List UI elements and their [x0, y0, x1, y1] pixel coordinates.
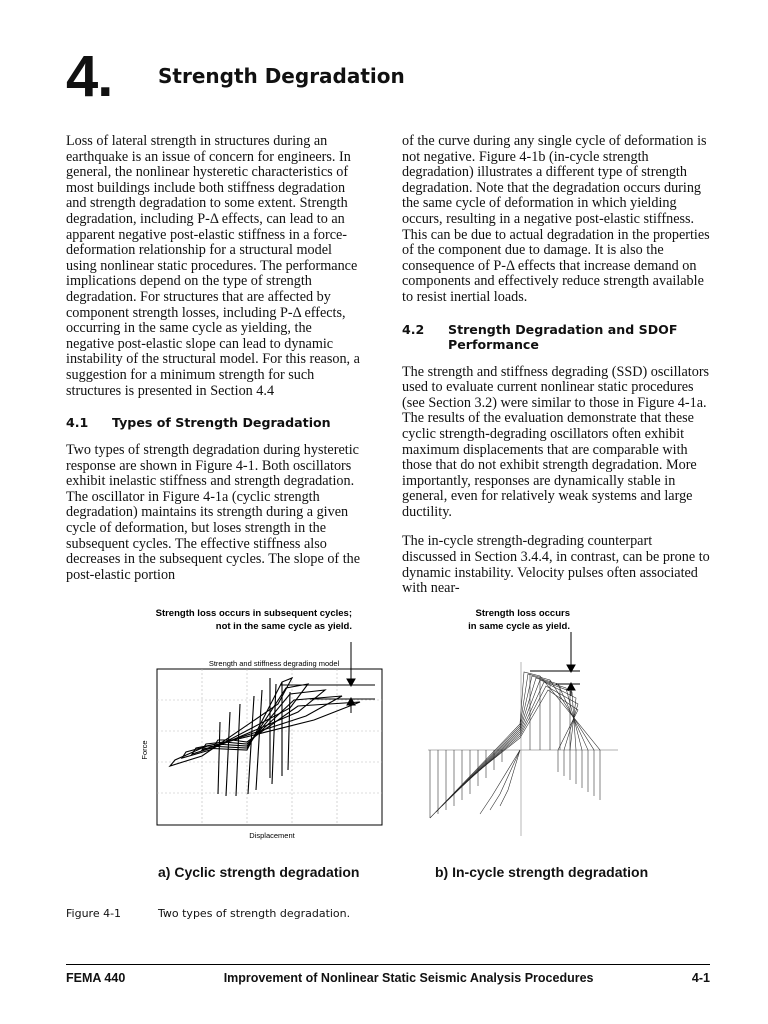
figure-b-annotation-line2: in same cycle as yield.	[468, 621, 570, 632]
footer-left: FEMA 440	[66, 971, 126, 985]
figure-b-plot	[428, 632, 618, 836]
section-title: Types of Strength Degradation	[112, 415, 331, 431]
figure-a-xlabel: Displacement	[249, 831, 295, 840]
right-column	[402, 134, 710, 611]
figure-a-ylabel: Force	[140, 740, 149, 760]
section-number: 4.1	[66, 415, 89, 431]
section-heading-4-1	[66, 415, 362, 430]
figure-a-plot	[157, 642, 382, 825]
paragraph-in-cycle: The in-cycle strength-degrading counterpart discussed in Section 3.4.4, in contrast, can be prone to dynamic instability. Velocity pulses often associated with near-	[402, 533, 710, 597]
footer-divider	[66, 964, 710, 965]
chapter-number: 4.	[66, 44, 113, 109]
paragraph-intro: Loss of lateral strength in structures during an earthquake is an issue of concern for engineers. In general, the nonlinear hysteretic characteristics of most buildings include both stiffness degradation and strength degradation to some extent. Strength degradation, including P-Δ effects, can lead to an apparent negative post-elastic stiffness in a force-deformation relationship for a structural model using nonlinear static procedures. The performance implications depend on the type of strength degradation. For structures that are affected by component strength losses, including P-Δ effects, occurring in the same cycle as yielding, the negative post-elastic slope can lead to dynamic instability of the structural model. For this reason, a suggestion for a minimum strength for such structures is presented in Section 4.4	[66, 133, 360, 399]
paragraph-ssd: The strength and stiffness degrading (SSD) oscillators used to evaluate current nonlinear static procedures (see Section 3.2) were similar to those in Figure 4-1a. The results of the evaluation demonstrate that these cyclic strength-degrading oscillators often exhibit maximum displacements that are comparable with those that do not exhibit strength degradation. More importantly, responses are dynamically stable in general, even for relatively weak systems and large ductility.	[402, 363, 710, 520]
figure-a-caption: a) Cyclic strength degradation	[158, 864, 360, 880]
section-number: 4.2	[402, 321, 425, 337]
figure-caption-text: Two types of strength degradation.	[158, 907, 351, 920]
page-footer	[66, 971, 710, 985]
section-title: Strength Degradation and SDOF Performance	[448, 321, 678, 352]
section-heading-4-2	[402, 322, 710, 352]
chapter-title: Strength Degradation	[158, 64, 405, 88]
left-column	[66, 134, 362, 597]
figure-b-caption: b) In-cycle strength degradation	[435, 864, 649, 880]
footer-center: Improvement of Nonlinear Static Seismic Analysis Procedures	[223, 971, 594, 985]
figure-a-annotation-line2: not in the same cycle as yield.	[215, 621, 352, 632]
figure-a-cyclic	[130, 600, 392, 850]
figure-a-plot-title: Strength and stiffness degrading model	[208, 659, 340, 668]
figure-b-annotation-line1: Strength loss occurs	[475, 608, 570, 619]
figure-label: Figure 4-1	[66, 907, 122, 920]
figure-a-annotation-line1: Strength loss occurs in subsequent cycles;	[155, 608, 352, 619]
figure-b-in-cycle	[400, 600, 622, 850]
paragraph-continued: of the curve during any single cycle of deformation is not negative. Figure 4-1b (in-cycle strength degradation) illustrates a different type of strength degradation. Note that the degradation occurs during the same cycle of deformation in which yielding occurs, resulting in a negative post-elastic stiffness. This can be due to actual degradation in the properties of the component due to damage. It is also the consequence of P-Δ effects that increase demand on components and effectively reduce strength available to resist inertial loads.	[402, 133, 710, 305]
paragraph-types: Two types of strength degradation during hysteretic response are shown in Figure 4-1. Both oscillators exhibit inelastic stiffness and strength degradation. The oscillator in Figure 4-1a (cyclic strength degradation) maintains its strength during a given cycle of deformation, but loses strength in the subsequent cycles. The effective stiffness also decreases in the subsequent cycles. The slope of the post-elastic portion	[66, 442, 361, 583]
page-number: 4-1	[691, 971, 710, 985]
